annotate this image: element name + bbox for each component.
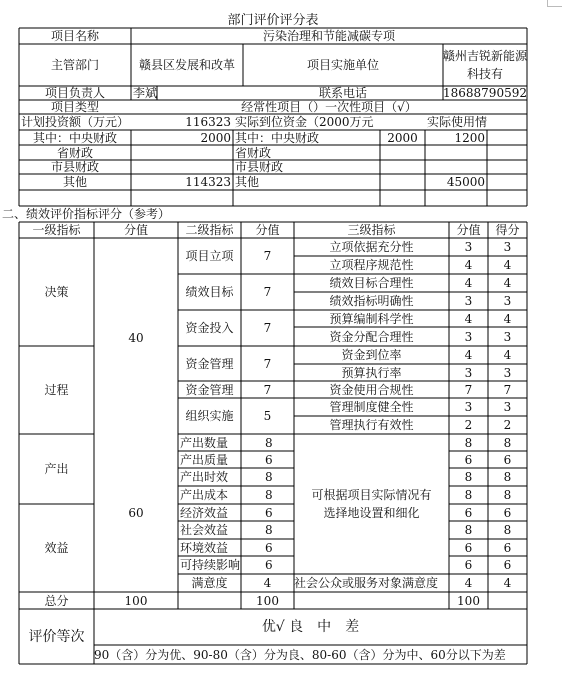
outcome-got: 6 xyxy=(503,452,512,467)
l3-got: 3 xyxy=(503,294,512,308)
central-label: 其中：中央财政 xyxy=(32,130,117,145)
type-value: 经常性项目（）一次性项目（√） xyxy=(241,100,417,114)
l3-item: 立项程序规范性 xyxy=(329,258,414,272)
l3-item: 资金使用合规性 xyxy=(329,382,414,397)
l3-got: 7 xyxy=(503,382,512,397)
project-name-value: 污染治理和节能减碳专项 xyxy=(262,29,395,43)
outcome-got: 6 xyxy=(503,505,512,520)
usage-label: 实际使用情 xyxy=(427,115,487,129)
plan-label: 计划投资额（万元） xyxy=(20,115,129,129)
outcome-item: 产出成本 xyxy=(180,488,229,502)
header-score: 分值 xyxy=(123,223,148,237)
outcome-s3: 6 xyxy=(464,540,473,555)
outcome-score: 6 xyxy=(265,505,273,520)
l3-item: 绩效目标合理性 xyxy=(329,276,414,290)
l3-got: 4 xyxy=(503,258,512,272)
header-level1: 一级指标 xyxy=(32,223,81,237)
l3-item: 管理执行有效性 xyxy=(329,418,414,432)
outcome-s3: 8 xyxy=(464,470,473,484)
province-label: 省财政 xyxy=(56,145,93,160)
outcome-item: 环境效益 xyxy=(180,540,229,555)
total-score3: 100 xyxy=(457,593,480,608)
dept-label: 主管部门 xyxy=(50,58,99,72)
dept-value: 赣县区发展和改革 xyxy=(138,58,235,72)
outcome-s3: 8 xyxy=(464,523,473,537)
l3-item: 资金到位率 xyxy=(341,348,402,362)
l2-score: 7 xyxy=(263,249,272,263)
outcome-item: 经济效益 xyxy=(180,505,229,520)
l2-score: 7 xyxy=(263,321,272,335)
l2-score: 7 xyxy=(263,382,272,397)
page-title: 部门评价评分表 xyxy=(227,13,319,28)
actual-central-label: 其中：中央财政 xyxy=(235,130,320,145)
actual-city-label: 市县财政 xyxy=(235,160,284,174)
grade-rule: 90（含）分为优、90-80（含）分为良、80-60（含）分为中、60分以下为差 xyxy=(94,647,506,662)
l3-score: 4 xyxy=(464,258,473,272)
score-40: 40 xyxy=(128,331,144,345)
l3-score: 2 xyxy=(464,418,473,432)
l2-item: 资金投入 xyxy=(185,321,234,335)
grade-options: 优√ 良 中 差 xyxy=(261,619,360,635)
outcome-got: 8 xyxy=(503,435,512,450)
l3-score: 3 xyxy=(464,294,473,308)
l3-item: 立项依据充分性 xyxy=(329,240,414,254)
outcome-score: 8 xyxy=(265,488,273,502)
l3-item: 资金分配合理性 xyxy=(329,329,414,344)
outcome-score: 6 xyxy=(265,452,273,467)
l3-score: 3 xyxy=(464,400,473,414)
l3-got: 4 xyxy=(503,311,512,326)
l2-score: 7 xyxy=(263,285,272,299)
outcome-s3: 8 xyxy=(464,435,473,450)
outcome-got: 6 xyxy=(503,558,512,572)
phone-label: 联系电话 xyxy=(318,86,367,100)
type-label: 项目类型 xyxy=(50,100,99,114)
l2-item: 组织实施 xyxy=(185,409,234,423)
l3-score: 4 xyxy=(464,348,473,362)
total-label: 总分 xyxy=(44,593,69,608)
note-line-1: 可根据项目实际情况有 xyxy=(311,488,432,502)
l3-got: 4 xyxy=(503,276,512,290)
l3-score: 7 xyxy=(464,382,473,397)
level1-process: 过程 xyxy=(44,383,69,397)
outcome-s3: 6 xyxy=(464,452,473,467)
l3-score: 4 xyxy=(464,276,473,290)
outcome-item: 可持续影响 xyxy=(180,558,241,572)
total-score2: 100 xyxy=(256,593,279,608)
outcome-got: 8 xyxy=(503,488,512,502)
outcome-s3: 6 xyxy=(464,505,473,520)
score-60: 60 xyxy=(128,506,144,520)
l2-item: 绩效目标 xyxy=(185,285,234,299)
outcome-item: 社会效益 xyxy=(180,523,229,537)
l3-item: 绩效指标明确性 xyxy=(329,294,414,308)
l3-got: 4 xyxy=(503,348,512,362)
l2-item: 资金管理 xyxy=(185,356,234,371)
outcome-score: 6 xyxy=(265,558,273,572)
l3-item: 预算编制科学性 xyxy=(329,311,414,326)
l3-got: 2 xyxy=(503,418,512,432)
grade-label: 评价等次 xyxy=(28,628,85,645)
header-score3: 分值 xyxy=(456,223,481,237)
leader-value: 李斌 xyxy=(133,86,158,100)
plan-other: 114323 xyxy=(185,175,231,189)
outcome-s3: 8 xyxy=(464,488,473,502)
outcome-item: 产出数量 xyxy=(180,435,229,450)
l3-got: 3 xyxy=(503,240,512,254)
outcome-got: 8 xyxy=(503,523,512,537)
l2-score: 5 xyxy=(263,409,272,423)
l2-score: 7 xyxy=(263,356,272,371)
l2-item: 资金管理 xyxy=(185,382,234,397)
l3-score: 4 xyxy=(464,311,473,326)
l3-score: 3 xyxy=(464,240,473,254)
l3-item: 管理制度健全性 xyxy=(329,400,414,414)
outcome-item: 满意度 xyxy=(191,576,228,590)
l2-item: 项目立项 xyxy=(185,249,234,263)
header-score2: 分值 xyxy=(255,223,280,237)
l3-got: 3 xyxy=(503,365,512,380)
outcome-score: 8 xyxy=(265,435,273,450)
actual-other-label: 其他 xyxy=(235,175,260,189)
outcome-score: 4 xyxy=(263,576,272,590)
note-line-2: 选择地设置和细化 xyxy=(323,505,420,520)
l3-score: 3 xyxy=(464,365,473,380)
other-label: 其他 xyxy=(62,175,87,189)
outcome-s3: 4 xyxy=(464,576,473,590)
outcome-item: 产出质量 xyxy=(180,452,229,467)
level1-decision: 决策 xyxy=(44,285,69,299)
outcome-score: 6 xyxy=(265,540,273,555)
satisfaction-note: 社会公众或服务对象满意度 xyxy=(294,576,439,590)
phone-value: 18688790592 xyxy=(443,86,527,100)
section-2-heading: 二、绩效评价指标评分（参考） xyxy=(2,207,171,221)
level1-benefit: 效益 xyxy=(44,541,69,555)
outcome-score: 8 xyxy=(265,523,273,537)
l3-got: 3 xyxy=(503,329,512,344)
actual-central: 2000 xyxy=(387,130,418,145)
usage-other: 45000 xyxy=(446,175,485,189)
plan-total: 116323 xyxy=(185,115,231,129)
header-level2: 二级指标 xyxy=(185,223,234,237)
actual-province-label: 省财政 xyxy=(235,145,272,160)
plan-central: 2000 xyxy=(200,130,231,145)
outcome-s3: 6 xyxy=(464,558,473,572)
outcome-score: 8 xyxy=(265,470,273,484)
l3-got: 3 xyxy=(503,400,512,414)
l3-item: 预算执行率 xyxy=(341,365,402,380)
total-score: 100 xyxy=(124,593,148,608)
actual-label: 实际到位资金（2000万元 xyxy=(235,115,374,129)
city-label: 市县财政 xyxy=(50,160,99,174)
outcome-got: 6 xyxy=(503,540,512,555)
header-got: 得分 xyxy=(495,223,520,237)
leader-label: 项目负责人 xyxy=(44,86,105,100)
level1-output: 产出 xyxy=(44,462,69,476)
outcome-got: 8 xyxy=(503,470,512,484)
project-name-label: 项目名称 xyxy=(50,29,99,43)
l3-score: 3 xyxy=(464,329,473,344)
impl-unit-label: 项目实施单位 xyxy=(306,58,379,72)
usage-central: 1200 xyxy=(454,130,485,145)
impl-unit-value: 赣州吉锐新能源科技有 xyxy=(443,49,527,81)
outcome-got: 4 xyxy=(503,576,512,590)
outcome-item: 产出时效 xyxy=(180,470,229,484)
header-level3: 三级指标 xyxy=(347,223,396,237)
